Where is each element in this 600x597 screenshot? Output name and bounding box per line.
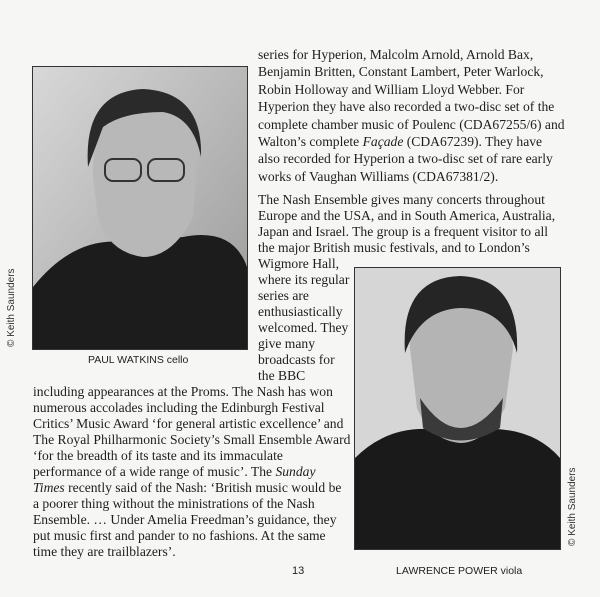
- text: Walton’s complete: [258, 134, 363, 149]
- photo-caption-lawrence-power: LAWRENCE POWER viola: [396, 565, 523, 577]
- text-line: The Royal Philharmonic Society’s Small Ensemble Award: [33, 432, 351, 447]
- portrait-image: [355, 268, 560, 549]
- text-line: where its regular: [258, 272, 350, 287]
- text-line: [258, 134, 542, 150]
- text-line: Hyperion they have also recorded a two-disc set of the: [258, 99, 555, 114]
- work-title: Façade: [362, 134, 404, 149]
- page-number: 13: [292, 565, 305, 577]
- text-line: [33, 464, 315, 480]
- publication-title: Sunday: [275, 464, 316, 479]
- text-line: the BBC: [258, 368, 306, 383]
- photo-lawrence-power: [354, 267, 561, 550]
- text-line: Critics’ Music Award ‘for general artistic excellence’ and: [33, 416, 344, 431]
- text-line: [33, 480, 341, 496]
- text-line: enthusiastically: [258, 304, 343, 319]
- text-line: numerous accolades including the Edinburgh Festival: [33, 400, 325, 415]
- text-line: also recorded for Hyperion a two-disc set of rare early: [258, 151, 553, 166]
- text-line: Benjamin Britten, Constant Lambert, Peter Warlock,: [258, 64, 544, 79]
- text-line: Robin Holloway and William Lloyd Webber. For: [258, 82, 525, 97]
- photo-caption-paul-watkins: PAUL WATKINS cello: [88, 354, 189, 366]
- text-line: the major British music festivals, and to London’s: [258, 240, 530, 255]
- publication-title: Times: [33, 480, 65, 495]
- text-line: Wigmore Hall,: [258, 256, 339, 271]
- text-line: ‘for the breadth of its taste and its immaculate: [33, 448, 283, 463]
- photo-paul-watkins: [32, 66, 248, 350]
- text-line: The Nash Ensemble gives many concerts throughout: [258, 192, 545, 207]
- text-line: Europe and the USA, and in South America, Australia,: [258, 208, 556, 223]
- text-line: time they are trailblazers’.: [33, 544, 176, 559]
- text-line: Ensemble. … Under Amelia Freedman’s guidance, they: [33, 512, 337, 527]
- text-line: complete chamber music of Poulenc (CDA67255/6) and: [258, 117, 565, 132]
- text-line: put music first and pander to no fashions. At the same: [33, 528, 326, 543]
- text: recently said of the Nash: ‘British music would be: [64, 480, 342, 495]
- text: (CDA67239). They have: [403, 134, 543, 149]
- portrait-image: [33, 67, 247, 349]
- text: performance of a wide range of music’. The: [33, 464, 276, 479]
- text-line: including appearances at the Proms. The Nash has won: [33, 384, 333, 399]
- text-line: broadcasts for: [258, 352, 335, 367]
- text-line: a poorer thing without the ministrations of the Nash: [33, 496, 315, 511]
- text-line: Japan and Israel. The group is a frequent visitor to all: [258, 224, 549, 239]
- text-line: series for Hyperion, Malcolm Arnold, Arnold Bax,: [258, 47, 534, 62]
- photo-credit: © Keith Saunders: [567, 467, 578, 546]
- text-line: series are: [258, 288, 309, 303]
- text-line: welcomed. They: [258, 320, 349, 335]
- text-line: works of Vaughan Williams (CDA67381/2).: [258, 169, 499, 184]
- text-line: give many: [258, 336, 316, 351]
- photo-credit: © Keith Saunders: [6, 268, 17, 347]
